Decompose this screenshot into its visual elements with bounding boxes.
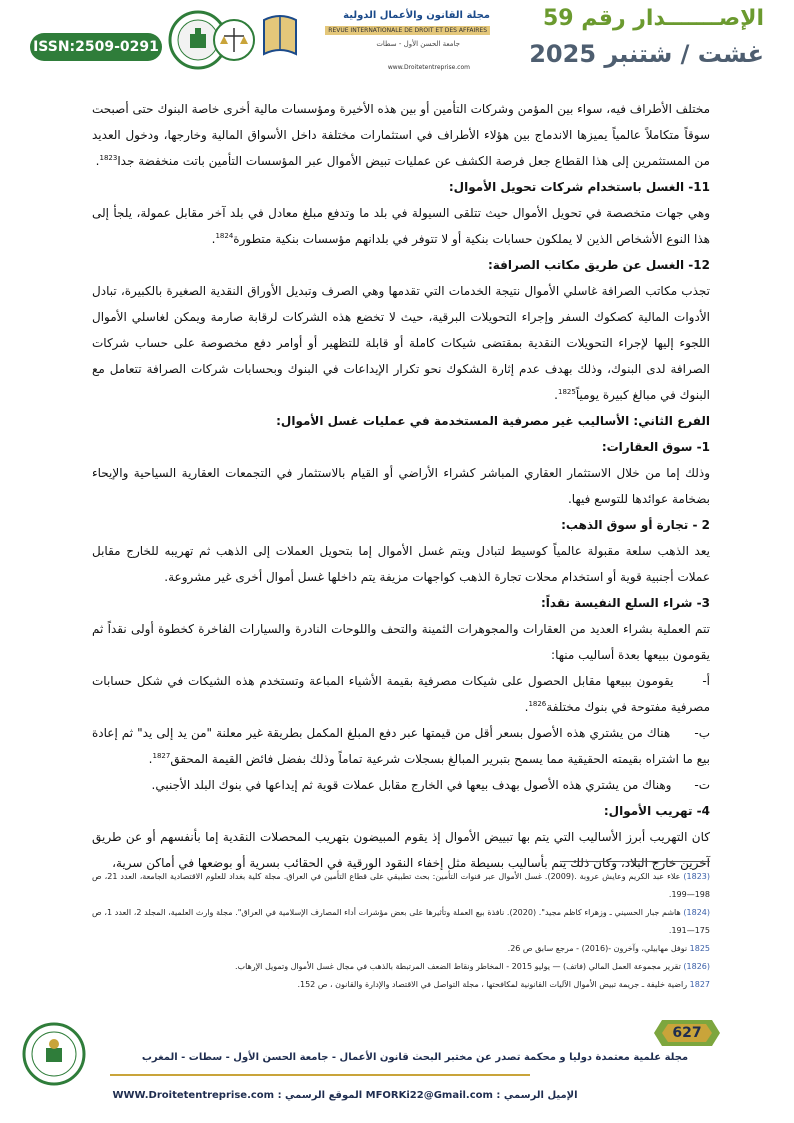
section-heading: 4- تهريب الأموال:: [603, 804, 710, 818]
footnote: (1826) تقرير مجموعة العمل المالي (فاتف) — يوليو 2015 - المخاطر ونقاط الضعف المرتبطة بالذهب في مجال غسل الأموال وتمويل الإرهاب.: [235, 962, 710, 971]
paragraph: وذلك إما من خلال الاستثمار العقاري المباشر كشراء الأراضي أو القيام بالاستثمار في التجمعات العقارية السياحية والإيحاء بضخامة عوائدها للتوسع فيها.: [92, 466, 710, 506]
section-heading: 12- الغسل عن طريق مكاتب الصرافة:: [487, 258, 710, 272]
footnote-ref[interactable]: 1824: [215, 232, 234, 240]
list-item: أ- يقومون ببيعها مقابل الحصول على شيكات مصرفية بقيمة الأشياء المباعة وتستخدم هذه الشيكات في شكل حسابات مصرفية مفتوحة في بنوك مختلفة$^{1826}$.: [92, 674, 710, 714]
footer-contact-line: الإميل الرسمي : MFORKi22@Gmail.com الموقع الرسمي : WWW.Droitetentreprise.com: [112, 1090, 578, 1101]
footnote: 1825 نوفل مهابيلي، وآخرون -(2016) - مرجع سابق ص 26.: [507, 944, 710, 953]
paragraph: وهي جهات متخصصة في تحويل الأموال حيث تتلقى السيولة في بلد ما وتدفع مبلغ معادل في بلد آخر مقابل عمولة، يلجأ إلى هذا النوع الأشخاص الذين لا يملكون حسابات بنكية أو لا تتوفر في بلدانهم مؤسسات بنكية متطورة$^{1824}$.: [92, 206, 710, 246]
paragraph: كان التهريب أبرز الأساليب التي يتم بها تبييض الأموال إذ يقوم المبيضون بتهريب المحصلات النقدية إما بأنفسهم أو عن طريق آخرين خارج البلاد، وكان ذلك يتم بأساليب بسيطة مثل إخفاء النقود الورقية في الحقائب بسرية أو بوضعها في أماكن سرية،: [92, 830, 710, 870]
footnote-ref[interactable]: 1826: [528, 700, 547, 708]
journal-website: www.Droitetentreprise.com: [387, 64, 470, 71]
issue-date: غشت / شتنبر 2025: [529, 40, 764, 68]
book-icon: [260, 10, 300, 60]
footnote-ref[interactable]: 1825: [557, 388, 576, 396]
journal-logo: [260, 6, 490, 78]
footnote-ref[interactable]: 1823: [99, 154, 118, 162]
journal-name: مجلة القانون والأعمال الدولية: [343, 10, 490, 21]
footnote: (1824) هاشم جبار الحسيني ـ وزهراء كاظم مجيد". (2020). نافذة بيع العملة وتأثيرها على بعض مؤشرات أداء المصارف الإسلامية في العراق". مجلة وارث العلمية، المجلد 2، العدد 1، ص 175—191.: [92, 908, 711, 935]
issue-number: الإصـــــــدار رقم 59: [543, 6, 764, 31]
paragraph: يعد الذهب سلعة مقبولة عالمياً كوسيط لتبادل ويتم غسل الأموال إما بتحويل العملات إلى الذهب ثم تهريبه للخارج مقابل عملات أجنبية قوية أو استخدام محلات تجارة الذهب كواجهات مزيفة يتم داخلها غسل أموال أخرى غير مشروعة.: [92, 544, 710, 584]
paragraph: تتم العملية بشراء العديد من العقارات والمجوهرات الثمينة والتحف واللوحات النادرة والسيارات الفاخرة كخطوة أولى نقداً ثم يقومون ببيعها بعدة أساليب منها:: [92, 622, 710, 662]
list-item: ب- هناك من يشتري هذه الأصول بسعر أقل من قيمتها عبر دفع المبلغ المكمل بطريقة غير معلنة "من يد إلى يد" ثم إعادة بيع ما اشتراه بقيمته الحقيقية مما يسمح بتبرير المبالغ بسجلات شرعية تماماً وذلك بفضل فائض القيمة المحقق$^{1827}$.: [92, 726, 710, 766]
footnote: 1827 راضية خليفة ـ جريمة تبيض الأموال الآليات القانونية لمكافحتها ، مجلة التواصل في الاقتصاد والإدارة والقانون ، ص 152.: [297, 980, 710, 989]
issn-badge: ISSN:2509-0291: [30, 33, 162, 61]
issue-info: [474, 4, 764, 74]
footnote: (1823) علاء عبد الكريم وعايش عروبة .(2009). غسل الأموال عبر قنوات التأمين: بحث تطبيقي على قطاع التأمين في العراق. مجلة كلية بغداد للعلوم الاقتصادية الجامعة، العدد 21، ص 198—199.: [92, 872, 710, 899]
page-number: 627: [672, 1025, 702, 1041]
footer-journal-line: مجلة علمية معتمدة دوليا و محكمة تصدر عن مختبر البحث قانون الأعمال - جامعة الحسن الأول - سطات - المغرب: [141, 1052, 689, 1063]
section-heading: 3- شراء السلع النفيسة نقداً:: [540, 596, 710, 610]
section-heading: 2 - تجارة أو سوق الذهب:: [561, 518, 710, 532]
journal-subtitle: REVUE INTERNATIONALE DE DROIT ET DES AFFAIRES: [325, 26, 490, 35]
footer-divider: [110, 1074, 530, 1076]
section-heading: 1- سوق العقارات:: [601, 440, 710, 454]
section-heading: 11- الغسل باستخدام شركات تحويل الأموال:: [448, 180, 710, 194]
paragraph: مختلف الأطراف فيه، سواء بين المؤمن وشركات التأمين أو بين هذه الأخيرة ومؤسسات مالية أخرى خاصة البنوك حتى أصبحت سوقاً متكاملاً عالمياً يميزها الاندماج بين هؤلاء الأطراف في استثمارات مختلفة داخل الأسواق المالية وخارجها، ودخول العديد من المستثمرين إلى هذا القطاع جعل فرصة الكشف عن عمليات تبيض الأموال عبر المؤسسات التأمين باتت منخفضة جدا$^{1823}$.: [92, 102, 710, 168]
university-seal-icon: [22, 1018, 86, 1090]
page-header: [0, 0, 794, 95]
article-body: [92, 96, 710, 876]
journal-university: جامعة الحسن الأول - سطات: [376, 40, 460, 48]
header-logos: [168, 6, 498, 78]
list-item: ت- وهناك من يشتري هذه الأصول بهدف بيعها في الخارج مقابل عملات قوية ثم إيداعها في بنوك البلد الأجنبي.: [151, 778, 710, 792]
paragraph: تجذب مكاتب الصرافة غاسلي الأموال نتيجة الخدمات التي تقدمها وهي الصرف وتبديل الأوراق النقدية الصغيرة بالكبيرة، تبادل الأدوات المالية كصكوك السفر وإجراء التحويلات البرقية، حيث لا تخضع هذه الشركات لرقابة صارمة ويمكن لغاسلي الأموال اللجوء إليها لإجراء التحويلات النقدية بمقتضى شيكات كاملة أو قابلة للتظهير أو أوامر دفع مخصوصة على حساب شركات الصرافة لدى البنوك، وذلك بهدف عدم إثارة الشكوك نحو تكرار الإيداعات في البنوك وبحسابات شركات الصرافة تتعامل مع البنوك في مبالغ كبيرة يومياً$^{1825}$.: [92, 284, 710, 402]
lab-logo-icon: [168, 6, 256, 74]
branch-heading: الفرع الثاني: الأساليب غير مصرفية المستخدمة في عمليات غسل الأموال:: [276, 414, 710, 428]
footnote-divider: [562, 861, 710, 862]
footnote-ref[interactable]: 1827: [152, 752, 171, 760]
footnotes: [92, 868, 710, 994]
